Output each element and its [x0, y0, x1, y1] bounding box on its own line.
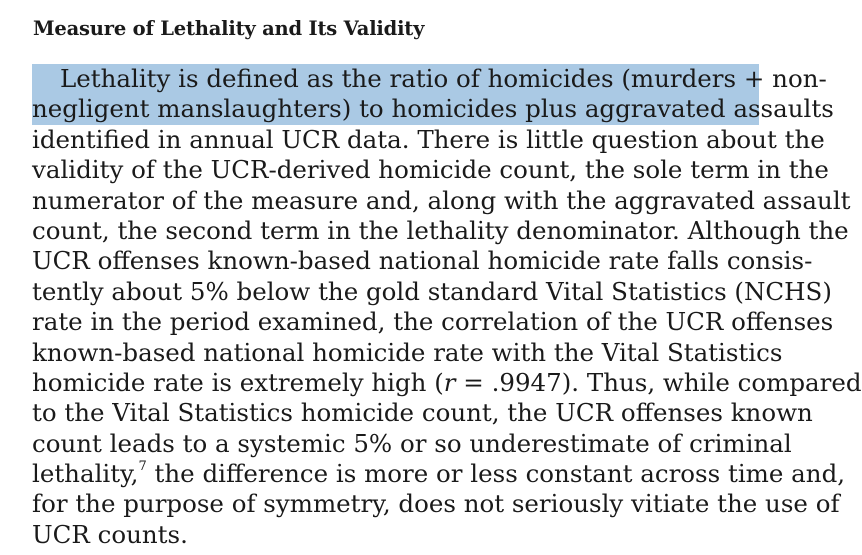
text-line-10: known-based national homicide rate with the Vital Statistics: [32, 337, 783, 367]
text-line-9: rate in the period examined, the correlation of the UCR offenses: [32, 307, 834, 337]
text-line-11: homicide rate is extremely high (r = .9947). Thus, while compared: [32, 367, 862, 397]
highlighted-text[interactable]: Lethality is defined as the ratio of homicides (murders + non-: [60, 64, 827, 93]
text-line-3: identified in annual UCR data. There is little question about the: [32, 124, 825, 154]
text-line-4: validity of the UCR-derived homicide count, the sole term in the: [32, 155, 829, 185]
section-heading: Measure of Lethality and Its Validity: [33, 17, 425, 40]
text-line-13: count leads to a systemic 5% or so underestimate of criminal: [32, 428, 792, 458]
text-line-5: numerator of the measure and, along with the aggravated assault: [32, 185, 851, 215]
text-line-2[interactable]: [32, 94, 834, 124]
footnote-reference[interactable]: 7: [138, 458, 147, 474]
text-line-1[interactable]: [32, 64, 827, 94]
text-line-15: for the purpose of symmetry, does not seriously vitiate the use of: [32, 489, 840, 519]
highlighted-text[interactable]: negligent manslaughters) to homicides plus aggravated assaults: [32, 94, 834, 124]
text-line-6: count, the second term in the lethality denominator. Although the: [32, 215, 849, 245]
text-line-12: to the Vital Statistics homicide count, the UCR offenses known: [32, 398, 813, 428]
paragraph: [32, 64, 862, 550]
text-line-8: tently about 5% below the gold standard Vital Statistics (NCHS): [32, 276, 832, 306]
text-line-7: UCR offenses known-based national homicide rate falls consis-: [32, 246, 813, 276]
correlation-symbol: r: [443, 367, 456, 397]
text-line-16: UCR counts.: [32, 519, 188, 549]
text-line-14: lethality,$^7$ the difference is more or less constant across time and,: [32, 458, 846, 489]
